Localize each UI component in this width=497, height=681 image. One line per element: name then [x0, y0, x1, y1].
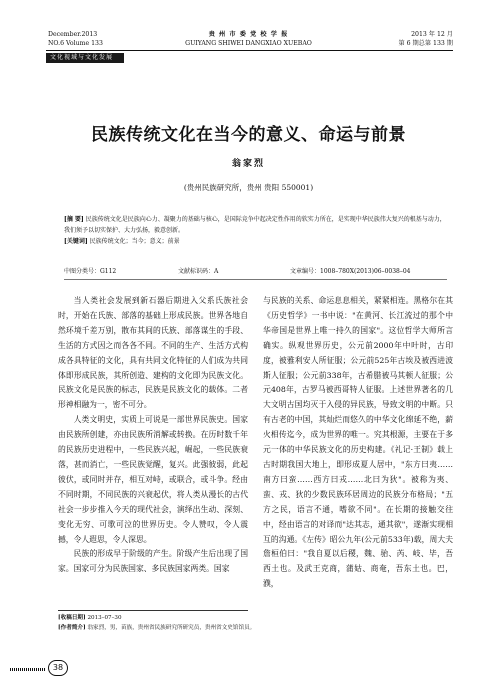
header-divider	[46, 50, 453, 51]
article-title: 民族传统文化在当今的意义、命运与前景	[91, 125, 406, 145]
section-label: 文化视域与文化发展	[46, 53, 124, 63]
author-bio-text: 翁家烈，男，苗族，贵州省民族研究所研究员，贵州省文史馆馆员。	[87, 625, 256, 631]
page-number: 38	[48, 660, 68, 676]
header-volume: NO.6 Volume 133	[48, 40, 103, 47]
journal-name-en: GUIYANG SHIWEI DANGXIAO XUEBAO	[185, 40, 312, 47]
header-issue-date: 2013 年 12 月	[411, 31, 453, 38]
footnote-divider	[58, 610, 248, 611]
keywords: 民族传统文化；当今；意义；前景	[89, 238, 180, 245]
paragraph: 人类文明史，实质上可说是一部世界民族史。国家由民族所创建，亦由民族所消解或转换。在历时数千年的民族历史进程中，一些民族兴起，崛起，一些民族衰落，甚而消亡，一些民族觉醒，复兴。此强彼弱，此起彼伏，或同时并存，相互对峙，或联合，或斗争。经由不同时期，不同民族的兴衰起伏，将人类从漫长的古代社会一步步推入今天的现代社会，演绎出生动、深刻、变化无穷、可歌可泣的世界历史。令人赞叹，令人震撼，令人遐思，令人深思。	[58, 415, 248, 544]
received-date	[58, 614, 122, 623]
body-column-left	[58, 294, 248, 577]
body-column-right	[263, 294, 453, 592]
received-label: [收稿日期]	[58, 615, 86, 621]
journal-issue	[398, 30, 453, 48]
header-issue-number: 第 6 期总第 133 期	[398, 40, 453, 47]
received-value: 2013–07–30	[87, 615, 122, 621]
paragraph: 民族的形成早于阶级的产生。阶级产生后出现了国家。国家可分为民族国家、多民族国家两类。国家	[58, 549, 248, 574]
abstract-label: [摘 要]	[64, 216, 84, 223]
abstract-divider	[64, 279, 447, 280]
article-author: 翁家烈	[231, 159, 265, 169]
keywords-label: [关键词]	[64, 238, 88, 245]
author-bio	[58, 624, 255, 633]
clc-number: 中图分类号：G112	[64, 268, 117, 275]
author-affiliation: (贵州民族研究所，贵州 贵阳 550001)	[183, 183, 314, 192]
document-code: 文献标识码：A	[178, 268, 219, 275]
author-bio-label: [作者简介]	[58, 625, 86, 631]
article-number: 文章编号：1008–780X(2013)06–0038–04	[290, 268, 411, 275]
abstract	[64, 214, 447, 247]
paragraph: 与民族的关系、命运息息相关，紧紧相连。黑格尔在其《历史哲学》一书中说："在黄河、长江流过的那个中华帝国是世界上唯一持久的国家"。这位哲学大师所言确实。纵观世界历史，公元前2000年中叶时，古印度，被雅利安人所征服；公元前525年古埃及被西进波斯人征服；公元前338年，古希腊被马其顿人征服；公元408年，古罗马被西哥特人征服。上述世界著名的几大文明古国均灭于入侵的异民族，导致文明的中断。只有古老的中国，其灿烂而悠久的中华文化绵延不绝，薪火相传迄今，成为世界的唯一。究其根源，主要在于多元一体的中华民族文化的历史构建。《礼记·王制》载上古时期我国大地上，即形成夏人居中，"东方曰夷……南方曰蛮……西方曰戎……北曰为狄"。被称为夷、蛮、戎、狄的少数民族环居周边的民族分布格局；"五方之民，语言不通，嗜欲不同"。在长期的接触交往中，经由语言的对译而"达其志，通其欲"，遂渐实现相互的沟通。《左传》昭公九年(公元前533年)载，周大夫詹桓伯曰："我自夏以后稷，魏、骀、芮、岐、毕，吾西土也。及武王克商，蒲姑、商奄，吾东土也。巴，濮，	[263, 296, 453, 589]
paragraph: 当人类社会发展到新石器后期进入父系氏族社会时，开始在氏族、部落的基础上形成民族。世界各地自然环境千差万别，散布其间的氏族、部落谋生的手段、生活的方式因之而各各不同。不同的生产、生活方式构成各具特征的文化，具有共同文化特征的人们成为共同体即形成民族，其所创造、建构的文化即为民族文化。民族文化是民族的标志，民族是民族文化的载体。二者形神相融为一，密不可分。	[58, 296, 248, 410]
abstract-text: 民族传统文化是民族向心力、凝聚力的基础与核心，是国际竞争中起决定性作用的软实力所在，是实现中华民族伟大复兴的根基与动力，我们须予以切实保护、大力弘扬，毅意创新。	[64, 216, 446, 234]
header-date: December.2013	[48, 31, 98, 38]
journal-name-cn: 贵 州 市 委 党 校 学 报	[208, 31, 289, 38]
page-number-decoration	[10, 668, 46, 671]
